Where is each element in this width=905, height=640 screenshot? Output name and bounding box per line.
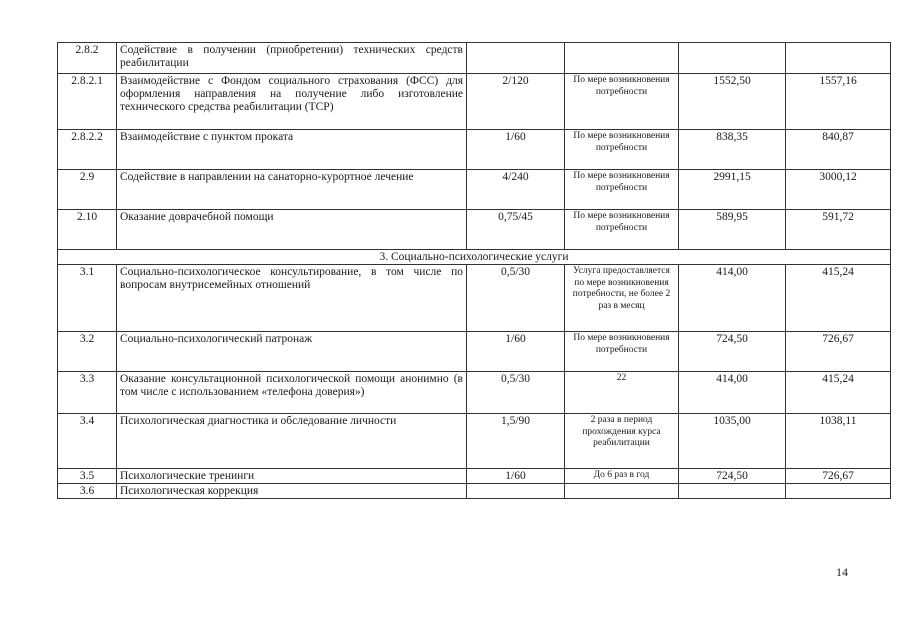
price-cell: 724,50 <box>679 332 786 372</box>
time-norm-cell: 0,5/30 <box>467 372 565 414</box>
table-row <box>58 414 891 469</box>
periodicity-cell: 22 <box>565 372 679 414</box>
price-cell: 414,00 <box>679 265 786 332</box>
service-number-cell: 3.5 <box>58 469 117 484</box>
section-title: 3. Социально-психологические услуги <box>58 250 891 265</box>
time-norm-cell: 1/60 <box>467 332 565 372</box>
time-norm-cell <box>467 43 565 74</box>
periodicity-cell: До 6 раз в год <box>565 469 679 484</box>
price-indexed-cell: 726,67 <box>786 332 891 372</box>
price-cell: 1035,00 <box>679 414 786 469</box>
time-norm-cell: 0,75/45 <box>467 210 565 250</box>
service-number-cell: 2.8.2 <box>58 43 117 74</box>
service-number-cell: 3.3 <box>58 372 117 414</box>
table-row <box>58 469 891 484</box>
service-number-cell: 2.8.2.1 <box>58 74 117 130</box>
page-number: 14 <box>836 565 848 579</box>
service-name-cell: Психологическая диагностика и обследование личности <box>117 414 467 469</box>
table-row <box>58 43 891 74</box>
service-name-cell: Взаимодействие с пунктом проката <box>117 130 467 170</box>
service-name-cell: Психологические тренинги <box>117 469 467 484</box>
price-cell <box>679 43 786 74</box>
services-table <box>57 42 891 499</box>
table-row <box>58 332 891 372</box>
service-number-cell: 3.2 <box>58 332 117 372</box>
table-row <box>58 170 891 210</box>
service-name-cell: Содействие в направлении на санаторно-курортное лечение <box>117 170 467 210</box>
price-cell: 589,95 <box>679 210 786 250</box>
time-norm-cell: 1/60 <box>467 130 565 170</box>
time-norm-cell: 4/240 <box>467 170 565 210</box>
service-name-cell: Оказание консультационной психологической помощи анонимно (в том числе с использованием «телефона доверия») <box>117 372 467 414</box>
service-name-cell: Социально-психологический патронаж <box>117 332 467 372</box>
price-cell: 2991,15 <box>679 170 786 210</box>
service-number-cell: 2.9 <box>58 170 117 210</box>
service-number-cell: 3.1 <box>58 265 117 332</box>
service-number-cell: 3.4 <box>58 414 117 469</box>
periodicity-cell <box>565 43 679 74</box>
periodicity-cell <box>565 484 679 499</box>
price-cell: 838,35 <box>679 130 786 170</box>
price-cell: 414,00 <box>679 372 786 414</box>
service-number-cell: 2.10 <box>58 210 117 250</box>
price-indexed-cell: 840,87 <box>786 130 891 170</box>
periodicity-cell: По мере возникновения потребности <box>565 130 679 170</box>
service-name-cell: Психологическая коррекция <box>117 484 467 499</box>
table-row <box>58 265 891 332</box>
section-header-row <box>58 250 891 265</box>
service-number-cell: 3.6 <box>58 484 117 499</box>
price-indexed-cell: 591,72 <box>786 210 891 250</box>
price-indexed-cell: 1038,11 <box>786 414 891 469</box>
periodicity-cell: По мере возникновения потребности <box>565 210 679 250</box>
table-row <box>58 74 891 130</box>
service-name-cell: Содействие в получении (приобретении) технических средств реабилитации <box>117 43 467 74</box>
price-indexed-cell: 415,24 <box>786 372 891 414</box>
time-norm-cell: 1,5/90 <box>467 414 565 469</box>
service-name-cell: Оказание доврачебной помощи <box>117 210 467 250</box>
periodicity-cell: Услуга предоставляется по мере возникновения потребности, не более 2 раз в месяц <box>565 265 679 332</box>
periodicity-cell: По мере возникновения потребности <box>565 332 679 372</box>
service-number-cell: 2.8.2.2 <box>58 130 117 170</box>
price-indexed-cell <box>786 43 891 74</box>
time-norm-cell: 1/60 <box>467 469 565 484</box>
time-norm-cell <box>467 484 565 499</box>
price-cell: 1552,50 <box>679 74 786 130</box>
periodicity-cell: По мере возникновения потребности <box>565 170 679 210</box>
periodicity-cell: По мере возникновения потребности <box>565 74 679 130</box>
table-row <box>58 484 891 499</box>
service-name-cell: Социально-психологическое консультирование, в том числе по вопросам внутрисемейных отношений <box>117 265 467 332</box>
price-cell <box>679 484 786 499</box>
price-cell: 724,50 <box>679 469 786 484</box>
table-row <box>58 130 891 170</box>
time-norm-cell: 0,5/30 <box>467 265 565 332</box>
price-indexed-cell: 415,24 <box>786 265 891 332</box>
price-indexed-cell: 1557,16 <box>786 74 891 130</box>
document-page <box>57 42 891 499</box>
time-norm-cell: 2/120 <box>467 74 565 130</box>
price-indexed-cell: 3000,12 <box>786 170 891 210</box>
price-indexed-cell <box>786 484 891 499</box>
periodicity-cell: 2 раза в период прохождения курса реабилитации <box>565 414 679 469</box>
services-table-body <box>58 43 891 499</box>
service-name-cell: Взаимодействие с Фондом социального страхования (ФСС) для оформления направления на получение либо изготовление технического средства реабилитации (ТСР) <box>117 74 467 130</box>
table-row <box>58 372 891 414</box>
table-row <box>58 210 891 250</box>
price-indexed-cell: 726,67 <box>786 469 891 484</box>
